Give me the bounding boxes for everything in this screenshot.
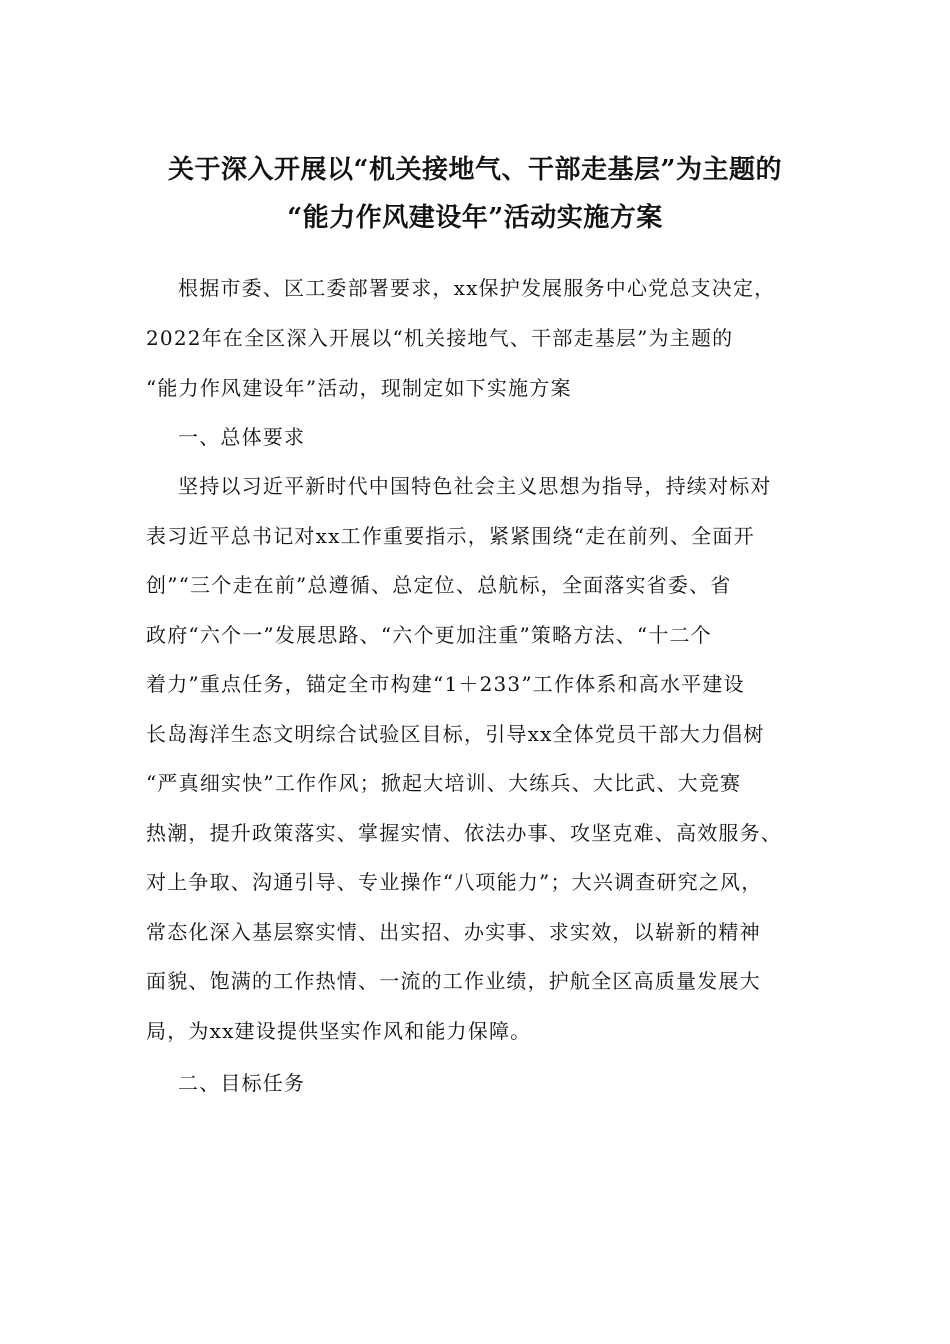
document-title-line-1: 关于深入开展以“机关接地气、干部走基层”为主题的 bbox=[168, 155, 782, 185]
body-line: 创”“三个走在前”总遵循、总定位、总航标，全面落实省委、省 bbox=[146, 573, 732, 597]
body-line: 面貌、饱满的工作热情、一流的工作业绩，护航全区高质量发展大 bbox=[146, 969, 761, 993]
section-heading-goals-tasks: 二、目标任务 bbox=[178, 1071, 306, 1095]
intro-line: 2022年在全区深入开展以“机关接地气、干部走基层”为主题的 bbox=[146, 326, 734, 350]
body-line: 政府“六个一”发展思路、“六个更加注重”策略方法、“十二个 bbox=[146, 623, 712, 647]
section-heading-overall-requirements: 一、总体要求 bbox=[178, 425, 306, 449]
document-title-line-2: “能力作风建设年”活动实施方案 bbox=[287, 203, 663, 233]
body-line: 对上争取、沟通引导、专业操作“八项能力”；大兴调查研究之风， bbox=[146, 870, 763, 894]
intro-line: “能力作风建设年”活动，现制定如下实施方案 bbox=[146, 376, 572, 400]
body-line: 热潮，提升政策落实、掌握实情、依法办事、攻坚克难、高效服务、 bbox=[146, 821, 782, 845]
body-line: 局，为xx建设提供坚实作风和能力保障。 bbox=[146, 1019, 532, 1043]
body-line: 长岛海洋生态文明综合试验区目标，引导xx全体党员干部大力倡树 bbox=[146, 722, 765, 746]
intro-line: 根据市委、区工委部署要求，xx保护发展服务中心党总支决定， bbox=[178, 276, 776, 300]
body-line: “严真细实快”工作作风；掀起大培训、大练兵、大比武、大竞赛 bbox=[146, 771, 742, 795]
body-line: 坚持以习近平新时代中国特色社会主义思想为指导，持续对标对 bbox=[178, 474, 772, 498]
body-line: 着力”重点任务，锚定全市构建“1＋233”工作体系和高水平建设 bbox=[146, 672, 745, 696]
body-line: 常态化深入基层察实情、出实招、办实事、求实效，以崭新的精神 bbox=[146, 920, 761, 944]
body-line: 表习近平总书记对xx工作重要指示，紧紧围绕“走在前列、全面开 bbox=[146, 524, 755, 548]
